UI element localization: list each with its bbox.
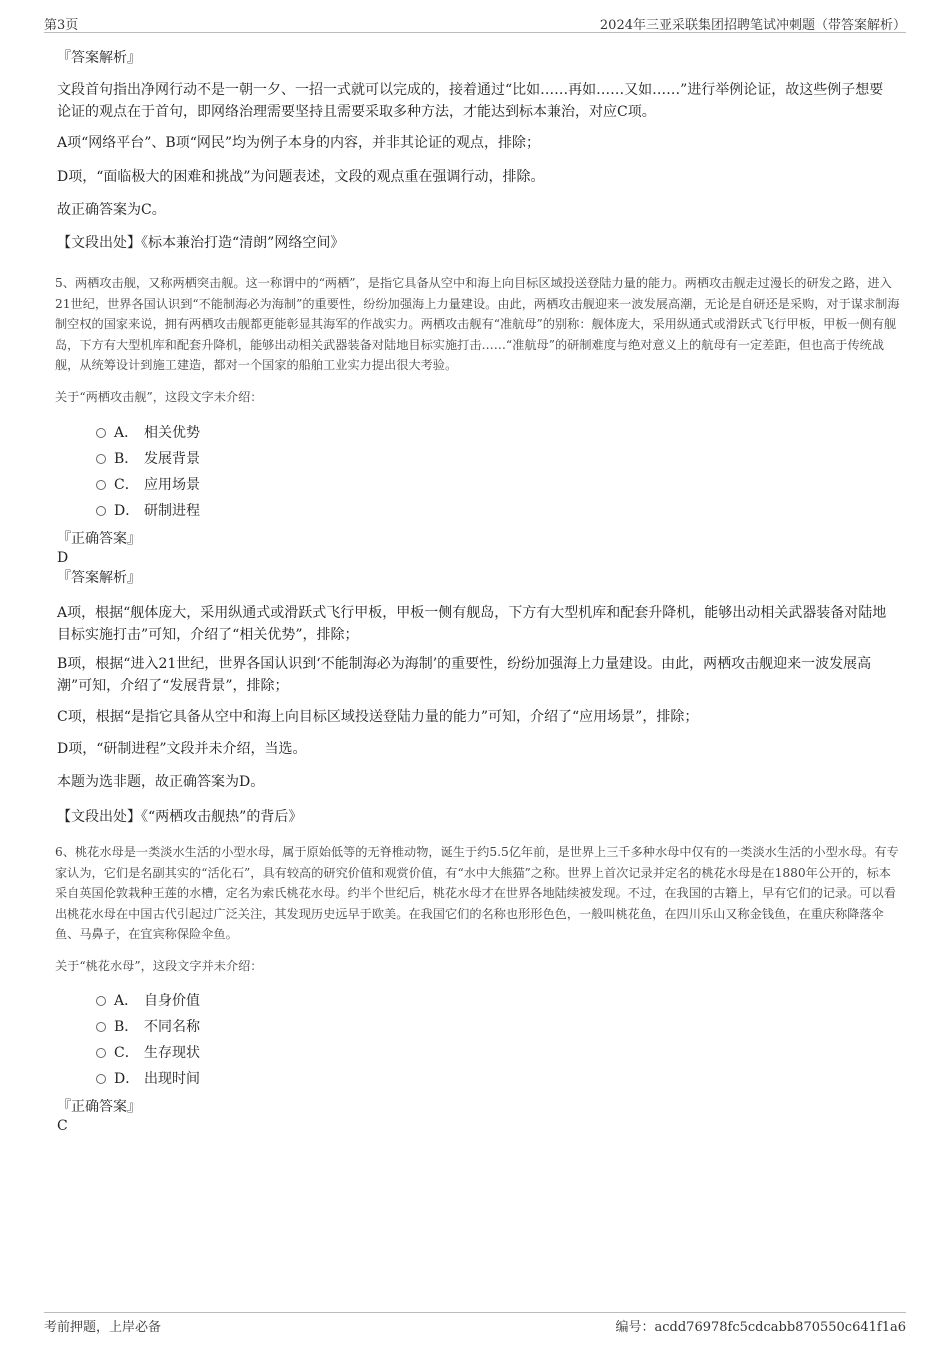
- document-title: 2024年三亚采联集团招聘笔试冲刺题（带答案解析）: [599, 18, 906, 33]
- radio-icon[interactable]: [96, 454, 106, 464]
- answer-label: 『正确答案』: [57, 1099, 141, 1115]
- option-b[interactable]: B． 发展背景: [96, 449, 200, 469]
- option-a[interactable]: A． 相关优势: [96, 423, 200, 443]
- option-c[interactable]: C． 应用场景: [96, 475, 200, 495]
- analysis-paragraph: C项，根据“是指它具备从空中和海上向目标区域投送登陆力量的能力”可知，介绍了“应用场景”，排除；: [57, 709, 699, 725]
- radio-icon[interactable]: [96, 1048, 106, 1058]
- analysis-paragraph: 故正确答案为C。: [57, 202, 166, 218]
- answer-label: 『正确答案』: [57, 531, 141, 547]
- analysis-paragraph: D项，“研制进程”文段并未介绍，当选。: [57, 741, 307, 757]
- analysis-paragraph: 文段首句指出净网行动不是一朝一夕、一招一式就可以完成的，接着通过“比如……再如……又如……”进行举例论证，故这些例子想要论证的观点在于首句，即网络治理需要坚持且需要采取多种方法，才能达到标本兼治，对应C项。: [57, 82, 884, 120]
- analysis-paragraph: B项，根据“进入21世纪，世界各国认识到‘不能制海必为海制’的重要性，纷纷加强海上力量建设。由此，两栖攻击舰迎来一波发展高潮”可知，介绍了“发展背景”，排除；: [57, 656, 872, 694]
- question-passage: 6、桃花水母是一类淡水生活的小型水母，属于原始低等的无脊椎动物，诞生于约5.5亿年前，是世界上三千多种水母中仅有的一类淡水生活的小型水母。有专家认为，它们是名副其实的“活化石”，具有较高的研究价值和观赏价值，有“水中大熊猫”之称。世界上首次记录并定名的桃花水母是在1880年公开的，标本采自英国伦敦栽种王莲的水槽，定名为索氏桃花水母。约半个世纪后，桃花水母才在世界各地陆续被发现。不过，在我国的古籍上，早有它们的记录。可以看出桃花水母在中国古代引起过广泛关注，其发现历史远早于欧美。在我国它们的名称也形形色色，一般叫桃花鱼，在四川乐山又称金钱鱼，在重庆称降落伞鱼、马鼻子，在宜宾称保险伞鱼。: [55, 845, 899, 941]
- option-c[interactable]: C． 生存现状: [96, 1043, 200, 1063]
- footer-slogan: 考前押题，上岸必备: [44, 1320, 162, 1335]
- analysis-paragraph: 本题为选非题，故正确答案为D。: [57, 774, 265, 790]
- radio-icon[interactable]: [96, 480, 106, 490]
- page-number: 第3页: [44, 18, 79, 33]
- answer-value: C: [57, 1118, 68, 1134]
- option-d[interactable]: D． 出现时间: [96, 1069, 200, 1089]
- question-stem: 关于“两栖攻击舰”，这段文字未介绍：: [55, 390, 263, 404]
- radio-icon[interactable]: [96, 428, 106, 438]
- analysis-paragraph: A项“网络平台”、B项“网民”均为例子本身的内容，并非其论证的观点，排除；: [57, 135, 541, 151]
- radio-icon[interactable]: [96, 996, 106, 1006]
- radio-icon[interactable]: [96, 506, 106, 516]
- option-b[interactable]: B． 不同名称: [96, 1017, 200, 1037]
- answer-value: D: [57, 550, 69, 566]
- radio-icon[interactable]: [96, 1022, 106, 1032]
- option-a[interactable]: A． 自身价值: [96, 991, 200, 1011]
- page-header: [44, 12, 906, 33]
- analysis-label: 『答案解析』: [57, 570, 141, 586]
- question-stem: 关于“桃花水母”，这段文字并未介绍：: [55, 959, 263, 973]
- option-d[interactable]: D． 研制进程: [96, 501, 200, 521]
- analysis-paragraph: D项，“面临极大的困难和挑战”为问题表述，文段的观点重在强调行动，排除。: [57, 169, 545, 185]
- question-passage: 5、两栖攻击舰，又称两栖突击舰。这一称谓中的“两栖”，是指它具备从空中和海上向目标区域投送登陆力量的能力。两栖攻击舰走过漫长的研发之路，进入21世纪，世界各国认识到“不能制海必为海制”的重要性，纷纷加强海上力量建设。由此，两栖攻击舰迎来一波发展高潮，无论是自研还是采购，对于谋求制海制空权的国家来说，拥有两栖攻击舰都更能彰显其海军的作战实力。两栖攻击舰有“准航母”的别称：舰体庞大，采用纵通式或滑跃式飞行甲板，甲板一侧有舰岛，下方有大型机库和配套升降机，能够出动相关武器装备对陆地目标实施打击……“准航母”的研制难度与绝对意义上的航母有一定差距，但也高于传统战舰，从统筹设计到施工建造，都对一个国家的船舶工业实力提出很大考验。: [55, 276, 900, 372]
- source-citation: 【文段出处】《“两栖攻击舰热”的背后》: [57, 809, 303, 825]
- document-id: 编号：acdd76978fc5cdcabb870550c641f1a6: [615, 1320, 906, 1335]
- analysis-label: 『答案解析』: [57, 50, 141, 66]
- analysis-paragraph: A项，根据“舰体庞大，采用纵通式或滑跃式飞行甲板，甲板一侧有舰岛，下方有大型机库和配套升降机，能够出动相关武器装备对陆地目标实施打击”可知，介绍了“相关优势”，排除；: [57, 605, 887, 643]
- page-footer: [44, 1312, 906, 1335]
- source-citation: 【文段出处】《标本兼治打造“清朗”网络空间》: [57, 235, 345, 251]
- radio-icon[interactable]: [96, 1074, 106, 1084]
